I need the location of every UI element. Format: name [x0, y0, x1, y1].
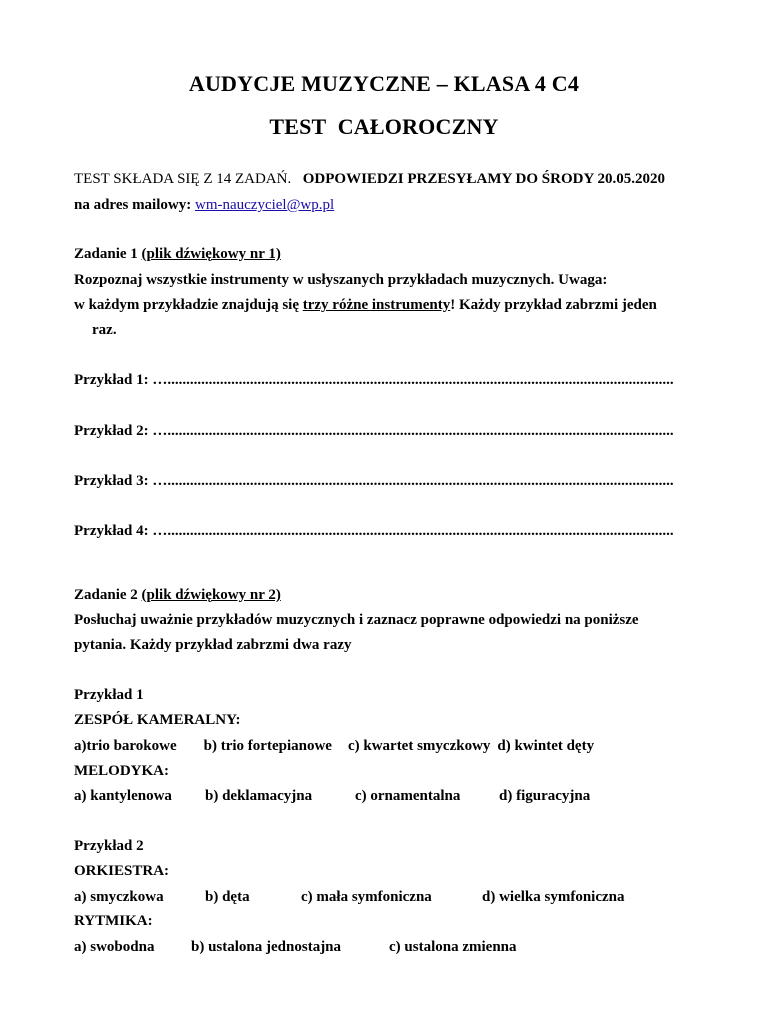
answer-blank[interactable]: …....................................................................................................................................... [152, 473, 674, 489]
task1-example-1 [74, 371, 674, 389]
answer-option[interactable]: a)trio barokowe [74, 738, 177, 754]
task2-example-1-label: Przykład 1 [74, 687, 144, 703]
question-orchestra: ORKIESTRA: [74, 863, 170, 879]
example-label: Przykład 3: [74, 473, 149, 489]
answer-blank[interactable]: …....................................................................................................................................... [152, 423, 674, 439]
task1-title: Zadanie 1 [74, 246, 138, 262]
document-subtitle: TEST CAŁOROCZNY [269, 114, 499, 139]
answer-option[interactable]: a) smyczkowa [74, 889, 164, 905]
answer-option[interactable]: b) dęta [205, 889, 250, 905]
example-label: Przykład 4: [74, 523, 149, 539]
task2-title: Zadanie 2 [74, 587, 138, 603]
answer-option[interactable]: b) ustalona jednostajna [191, 939, 342, 955]
intro-line-2 [74, 196, 334, 214]
task2-heading [74, 586, 281, 604]
example-label: Przykład 1: [74, 372, 149, 388]
task1-example-2 [74, 422, 674, 440]
task1-instruction-2b: ! Każdy przykład zabrzmi jeden [450, 297, 657, 313]
question-ensemble: ZESPÓŁ KAMERALNY: [74, 712, 241, 728]
task1-instruction-2a: w każdym przykładzie znajdują się [74, 297, 299, 313]
task1-instruction-3: raz. [92, 322, 117, 338]
answer-blank[interactable]: …....................................................................................................................................... [152, 523, 674, 539]
intro-deadline: ODPOWIEDZI PRZESYŁAMY DO ŚRODY 20.05.2020 [302, 171, 665, 187]
task2-example-2-label: Przykład 2 [74, 838, 144, 854]
answer-option[interactable]: b) deklamacyjna [205, 788, 313, 804]
answer-option[interactable]: d) wielka symfoniczna [482, 889, 625, 905]
question-ensemble-options [74, 737, 594, 755]
answer-option[interactable]: d) figuracyjna [499, 788, 591, 804]
task1-instruction-2 [74, 296, 657, 314]
intro-email-label: na adres mailowy: [74, 197, 192, 213]
task1-example-4 [74, 522, 674, 540]
task1-example-3 [74, 472, 674, 490]
answer-option[interactable]: a) kantylenowa [74, 788, 172, 804]
task2-instruction-1: Posłuchaj uważnie przykładów muzycznych i zaznacz poprawne odpowiedzi na poniższe [74, 612, 639, 628]
answer-option[interactable]: c) mała symfoniczna [301, 889, 432, 905]
answer-option[interactable]: c) ornamentalna [355, 788, 461, 804]
task1-heading [74, 245, 281, 263]
answer-blank[interactable]: …....................................................................................................................................... [152, 372, 674, 388]
document-title: AUDYCJE MUZYCZNE – KLASA 4 C4 [188, 71, 580, 96]
question-rhythm: RYTMIKA: [74, 913, 153, 929]
intro-task-count: TEST SKŁADA SIĘ Z 14 ZADAŃ. [74, 171, 292, 187]
question-melody: MELODYKA: [74, 763, 169, 779]
task2-audio-file: (plik dźwiękowy nr 2) [141, 587, 281, 603]
answer-option[interactable]: c) kwartet smyczkowy [347, 738, 491, 754]
task1-instruction-emphasis: trzy różne instrumenty [302, 297, 451, 313]
example-label: Przykład 2: [74, 423, 149, 439]
answer-option[interactable]: d) kwintet dęty [497, 738, 595, 754]
task1-audio-file: (plik dźwiękowy nr 1) [141, 246, 281, 262]
task2-instruction-2: pytania. Każdy przykład zabrzmi dwa razy [74, 637, 352, 653]
task1-instruction-1: Rozpoznaj wszystkie instrumenty w usłyszanych przykładach muzycznych. Uwaga: [74, 272, 608, 288]
answer-option[interactable]: b) trio fortepianowe [203, 738, 332, 754]
intro-line-1 [74, 170, 665, 188]
email-link[interactable]: wm-nauczyciel@wp.pl [194, 197, 335, 213]
answer-option[interactable]: c) ustalona zmienna [389, 939, 517, 955]
answer-option[interactable]: a) swobodna [74, 939, 155, 955]
